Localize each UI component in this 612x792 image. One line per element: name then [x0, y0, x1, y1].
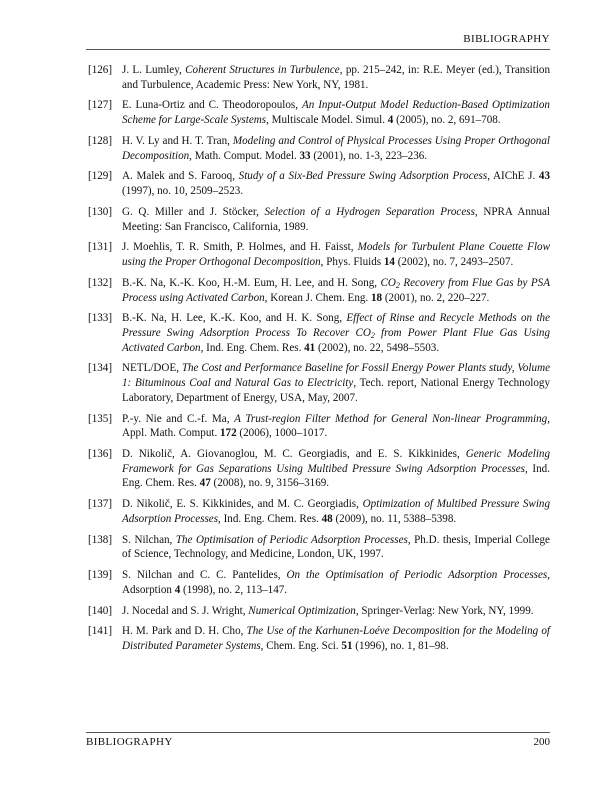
- reference-title: Modeling and Control of Physical Processes Using Proper Orthogonal Decomposition: [122, 134, 550, 162]
- reference-text: D. Nikolič, E. S. Kikkinides, and M. C. Georgiadis,: [122, 498, 363, 511]
- reference-text: , Multiscale Model. Simul.: [266, 114, 388, 127]
- reference-text: , Ind. Eng. Chem. Res.: [122, 462, 550, 490]
- reference-entry: [86, 63, 550, 92]
- reference-title: An Input-Output Model Reduction-Based Optimization Scheme for Large-Scale Systems: [122, 99, 550, 127]
- reference-text: B.-K. Na, H. Lee, K.-K. Koo, and H. K. Song,: [122, 312, 347, 325]
- reference-number: [139]: [88, 569, 113, 582]
- reference-entry: [86, 311, 550, 355]
- reference-text: , Ind. Eng. Chem. Res.: [200, 341, 305, 354]
- reference-title: Study of a Six-Bed Pressure Swing Adsorption Process: [238, 170, 488, 183]
- reference-text: (2001), no. 2, 220–227.: [382, 291, 490, 304]
- reference-volume: 14: [383, 256, 395, 269]
- subscript: 2: [370, 330, 375, 340]
- reference-entry: [86, 134, 550, 163]
- reference-entry: [86, 497, 550, 526]
- reference-number: [129]: [88, 170, 113, 183]
- reference-title: The Cost and Performance Baseline for Fossil Energy Power Plants study, Volume 1: Bituminous Coal and Natural Gas to Electricity: [122, 362, 550, 390]
- reference-text: (2002), no. 7, 2493–2507.: [394, 256, 514, 269]
- reference-number: [131]: [88, 241, 113, 254]
- reference-title: from Power Plant Flue Gas Using Activated Carbon: [122, 326, 550, 354]
- reference-entry: [86, 624, 550, 653]
- reference-entry: [86, 205, 550, 234]
- reference-text: A. Malek and S. Farooq,: [122, 170, 239, 183]
- reference-text: , Tech. report, National Energy Technology Laboratory, Department of Energy, USA, May, 2007.: [122, 377, 550, 404]
- reference-entry: [86, 447, 550, 491]
- reference-text: S. Nilchan and C. C. Pantelides,: [122, 569, 287, 582]
- reference-number: [126]: [88, 64, 113, 76]
- reference-number: [127]: [88, 99, 113, 112]
- reference-volume: 41: [304, 341, 316, 354]
- reference-volume: 33: [299, 149, 311, 162]
- reference-text: , Appl. Math. Comput.: [122, 412, 550, 440]
- reference-title: Optimization of Multibed Pressure Swing Adsorption Processes: [122, 498, 551, 525]
- reference-text: E. Luna-Ortiz and C. Theodoropoulos,: [122, 99, 302, 112]
- reference-text: (2006), 1000–1017.: [236, 427, 328, 440]
- reference-text: P.-y. Nie and C.-f. Ma,: [122, 412, 235, 425]
- reference-number: [128]: [88, 134, 113, 147]
- reference-text: (2002), no. 22, 5498–5503.: [315, 341, 440, 354]
- reference-number: [138]: [88, 533, 113, 546]
- reference-title: The Use of the Karhunen-Loéve Decomposition for the Modeling of Distributed Parameter Systems: [122, 625, 550, 653]
- reference-text: H. V. Ly and H. T. Tran,: [122, 134, 233, 147]
- reference-text: (2001), no. 1-3, 223–236.: [310, 149, 428, 162]
- reference-text: J. Moehlis, T. R. Smith, P. Holmes, and H. Faisst,: [122, 241, 358, 254]
- reference-entry: [86, 240, 550, 269]
- reference-text: S. Nilchan,: [122, 533, 176, 546]
- reference-volume: 43: [538, 170, 550, 183]
- reference-number: [135]: [88, 412, 113, 425]
- reference-volume: 51: [341, 640, 353, 653]
- reference-text: , Ph.D. thesis, Imperial College of Science, Technology, and Medicine, London, UK, 1997.: [122, 533, 550, 561]
- reference-text: , Math. Comput. Model.: [189, 149, 300, 162]
- running-header: [86, 32, 550, 50]
- reference-text: , Springer-Verlag: New York, NY, 1999.: [355, 604, 534, 617]
- reference-volume: 4: [387, 114, 394, 127]
- reference-entry: [86, 604, 550, 619]
- reference-text: (1998), no. 2, 113–147.: [180, 583, 288, 596]
- reference-title: Coherent Structures in Turbulence: [185, 64, 340, 76]
- reference-number: [141]: [88, 625, 113, 638]
- reference-text: G. Q. Miller and J. Stöcker,: [122, 205, 265, 218]
- reference-title: Numerical Optimization: [248, 604, 356, 617]
- reference-text: (1996), no. 1, 81–98.: [352, 640, 449, 653]
- page-number: 200: [533, 736, 550, 748]
- reference-number: [133]: [88, 312, 113, 325]
- reference-volume: 48: [321, 512, 333, 525]
- reference-text: (2008), no. 9, 3156–3169.: [210, 477, 330, 490]
- reference-text: , AIChE J.: [487, 170, 539, 183]
- reference-text: , NPRA Annual Meeting: San Francisco, California, 1989.: [122, 205, 550, 233]
- reference-volume: 172: [220, 427, 237, 440]
- reference-text: , Adsorption: [122, 569, 550, 596]
- reference-entry: [86, 98, 550, 127]
- reference-text: (2005), no. 2, 691–708.: [393, 114, 501, 127]
- reference-number: [140]: [88, 604, 113, 617]
- reference-text: J. L. Lumley,: [122, 64, 186, 76]
- reference-text: J. Nocedal and S. J. Wright,: [122, 604, 249, 617]
- reference-text: , Korean J. Chem. Eng.: [264, 291, 371, 304]
- reference-text: D. Nikolič, A. Giovanoglou, M. C. Georgiadis, and E. S. Kikkinides,: [122, 448, 466, 461]
- reference-volume: 4: [174, 583, 181, 596]
- reference-text: , pp. 215–242, in: R.E. Meyer (ed.), Transition and Turbulence, Academic Press: New York, NY, 1981.: [122, 64, 550, 91]
- reference-title: Generic Modeling Framework for Gas Separations Using Multibed Pressure Swing Adsorption Processes: [122, 448, 550, 475]
- reference-title: Models for Turbulent Plane Couette Flow using the Proper Orthogonal Decomposition: [122, 241, 550, 269]
- reference-entry: [86, 169, 550, 198]
- reference-title: Selection of a Hydrogen Separation Process: [264, 205, 475, 218]
- reference-title: The Optimisation of Periodic Adsorption Processes: [175, 533, 408, 546]
- reference-title: On the Optimisation of Periodic Adsorption Processes: [286, 569, 548, 582]
- reference-entry: [86, 361, 550, 405]
- reference-text: H. M. Park and D. H. Cho,: [122, 625, 247, 638]
- reference-number: [136]: [88, 448, 113, 461]
- reference-title: Effect of Rinse and Recycle Methods on the Pressure Swing Adsorption Process To Recover CO: [122, 312, 550, 339]
- reference-title: CO: [380, 276, 396, 289]
- reference-number: [132]: [88, 276, 113, 289]
- reference-number: [137]: [88, 498, 113, 511]
- reference-text: , Ind. Eng. Chem. Res.: [218, 512, 322, 525]
- reference-volume: 47: [199, 477, 211, 490]
- reference-list: [86, 63, 550, 660]
- footer-title: BIBLIOGRAPHY: [86, 736, 173, 748]
- reference-text: B.-K. Na, K.-K. Koo, H.-M. Eum, H. Lee, and H. Song,: [122, 276, 381, 289]
- running-footer: [86, 732, 550, 748]
- reference-text: NETL/DOE,: [122, 362, 182, 375]
- reference-text: (1997), no. 10, 2509–2523.: [122, 185, 244, 198]
- reference-text: , Phys. Fluids: [320, 256, 384, 269]
- reference-entry: [86, 533, 550, 562]
- subscript: 2: [395, 280, 400, 290]
- reference-title: A Trust-region Filter Method for General Non-linear Programming: [234, 412, 548, 425]
- reference-text: (2009), no. 11, 5388–5398.: [332, 512, 457, 525]
- reference-entry: [86, 412, 550, 441]
- reference-entry: [86, 568, 550, 597]
- reference-text: , Chem. Eng. Sci.: [260, 640, 342, 653]
- header-title: BIBLIOGRAPHY: [463, 33, 550, 45]
- reference-volume: 18: [370, 291, 383, 304]
- reference-number: [130]: [88, 205, 113, 218]
- reference-title: Recovery from Flue Gas by PSA Process using Activated Carbon: [122, 276, 550, 304]
- reference-number: [134]: [88, 362, 113, 375]
- reference-entry: [86, 276, 550, 305]
